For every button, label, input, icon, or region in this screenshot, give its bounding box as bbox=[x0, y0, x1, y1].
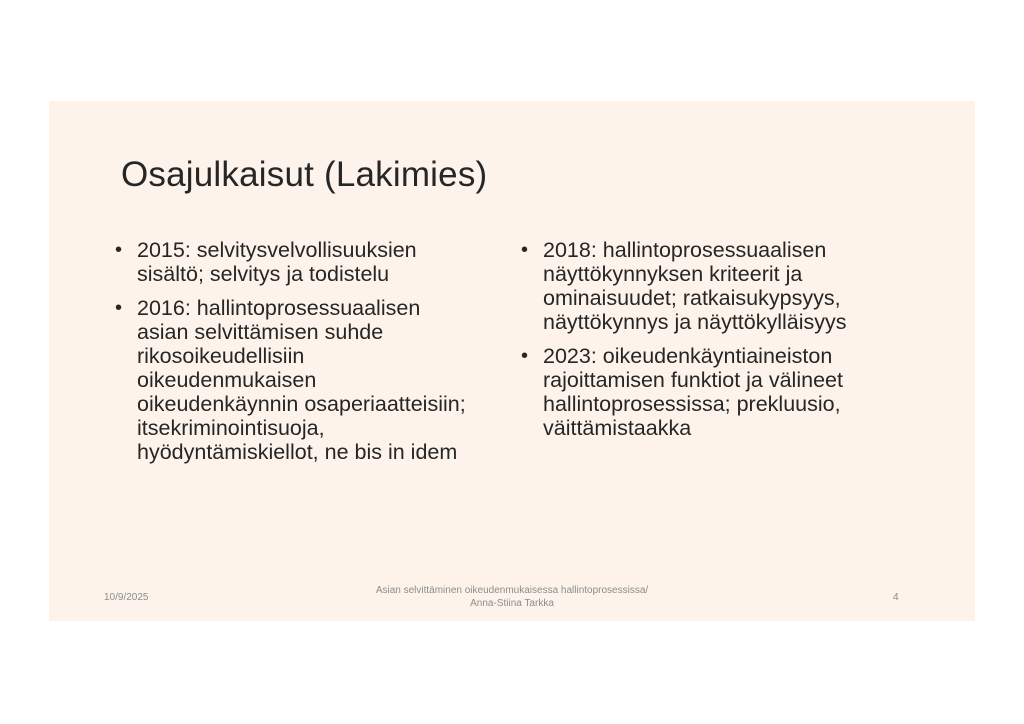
footer-caption-line1: Asian selvittäminen oikeudenmukaisessa hallintoprosessissa/ bbox=[375, 585, 649, 596]
bullet-dot-icon: • bbox=[115, 239, 123, 261]
bullet-text: 2015: selvitysvelvollisuuksien sisältö; selvitys ja todistelu bbox=[137, 238, 417, 286]
slide bbox=[49, 101, 975, 621]
bullet-item-2015 bbox=[115, 238, 475, 286]
bullet-text: 2016: hallintoprosessuaalisen asian selvittämisen suhde rikosoikeudellisiin oikeudenmukaisen oikeudenkäynnin osaperiaatteisiin; itsekriminointisuoja, hyödyntämiskiellot, ne bis in idem bbox=[137, 296, 466, 464]
footer-caption bbox=[349, 584, 675, 610]
bullet-dot-icon: • bbox=[521, 239, 529, 261]
footer-caption-line2: Anna-Stiina Tarkka bbox=[470, 598, 554, 609]
bullet-item-2016 bbox=[115, 296, 475, 464]
left-bullet-list bbox=[115, 238, 475, 474]
footer-date: 10/9/2025 bbox=[104, 592, 149, 603]
bullet-text: 2023: oikeudenkäyntiaineiston rajoittamisen funktiot ja välineet hallintoprosessissa; prekluusio, väittämistaakka bbox=[543, 344, 843, 440]
bullet-item-2023 bbox=[521, 344, 921, 440]
bullet-text: 2018: hallintoprosessuaalisen näyttökynnyksen kriteerit ja ominaisuudet; ratkaisukypsyys, näyttökynnys ja näyttökylläisyys bbox=[543, 238, 847, 334]
bullet-dot-icon: • bbox=[115, 297, 123, 319]
slide-number: 4 bbox=[893, 592, 899, 603]
slide-title: Osajulkaisut (Lakimies) bbox=[121, 155, 488, 194]
right-bullet-list bbox=[521, 238, 921, 450]
bullet-item-2018 bbox=[521, 238, 921, 334]
bullet-dot-icon: • bbox=[521, 345, 529, 367]
